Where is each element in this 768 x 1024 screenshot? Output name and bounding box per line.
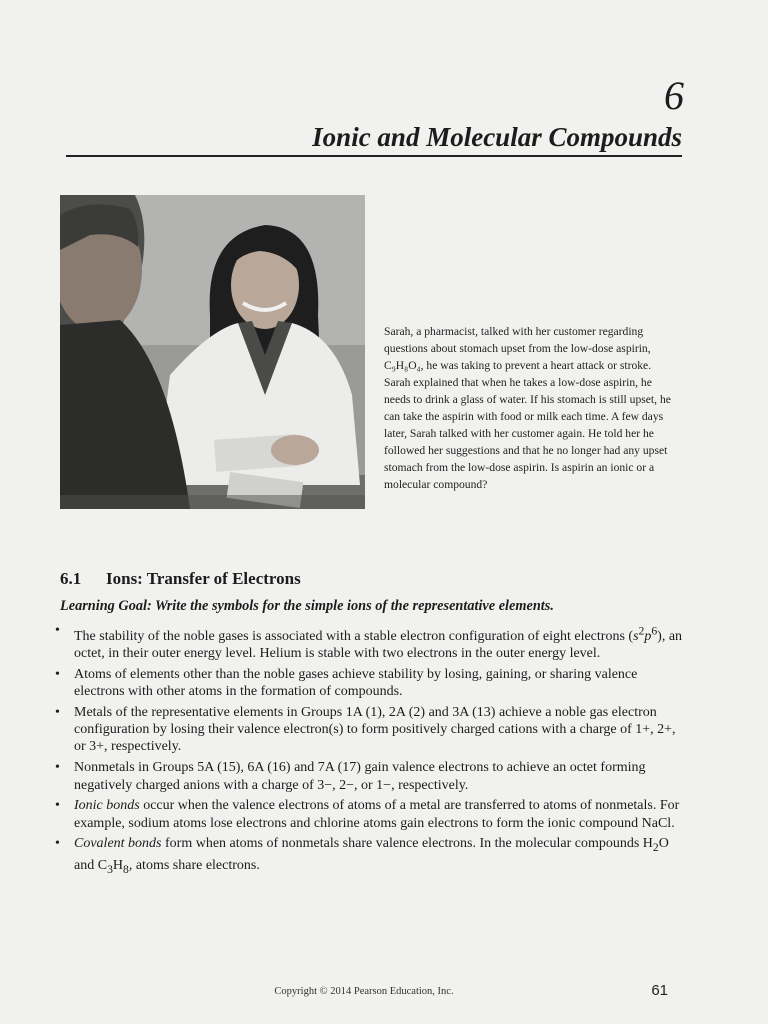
bullet-dot-icon: • — [55, 704, 60, 720]
bullet-dot-icon: • — [55, 666, 60, 682]
section-title: Ions: Transfer of Electrons — [106, 569, 301, 588]
section-number: 6.1 — [60, 569, 82, 588]
bullet-dot-icon: • — [55, 798, 60, 814]
learning-goal: Learning Goal: Write the symbols for the simple ions of the representative elements. — [60, 598, 554, 614]
bullet-item — [55, 835, 685, 877]
bullet-text: Ionic bonds occur when the valence electrons of atoms of a metal are transferred to atoms of nonmetals. For example, sodium atoms lose electrons and chlorine atoms gain electrons to form the ionic compound NaCl. — [74, 798, 680, 831]
section-heading — [60, 569, 301, 589]
chapter-number: 6 — [664, 73, 684, 118]
bullet-text: Atoms of elements other than the noble gases achieve stability by losing, gaining, or sharing valence electrons with other atoms in the formation of compounds. — [74, 666, 638, 700]
bullet-item — [55, 666, 685, 701]
bullet-dot-icon: • — [55, 836, 60, 852]
bullet-text: Covalent bonds form when atoms of nonmetals share valence electrons. In the molecular compounds $H_2O$ and $C_3H_8$, atoms share electrons. — [74, 836, 669, 876]
chapter-title: Ionic and Molecular Compounds — [312, 122, 682, 152]
bullet-list — [55, 622, 685, 881]
bullet-text: Metals of the representative elements in Groups 1A (1), 2A (2) and 3A (13) achieve a noble gas electron configuration by losing their valence electron(s) to form positively charged cations with a charge of 1+, 2+, or 3+, respectively. — [74, 704, 676, 755]
title-rule — [66, 155, 682, 157]
bullet-item — [55, 622, 685, 662]
bullet-dot-icon: • — [55, 760, 60, 776]
bullet-text: Nonmetals in Groups 5A (15), 6A (16) and 7A (17) gain valence electrons to achieve an octet forming negatively charged anions with a charge of 3−, 2−, or 1−, respectively. — [74, 760, 646, 793]
bullet-item — [55, 797, 685, 832]
intro-paragraph: Sarah, a pharmacist, talked with her customer regarding questions about stomach upset from the low-dose aspirin, C₉H₈O₄, he was taking to prevent a heart attack or stroke. Sarah explained that when he takes a low-dose aspirin, he needs to drink a glass of water. If his stomach is still upset, he can take the aspirin with food or milk each time. A few days later, Sarah talked with her customer again. He told her he followed her suggestions and that he no longer had any upset stomach from the low-dose aspirin. Is aspirin an ionic or a molecular compound? — [384, 325, 671, 491]
bullet-item — [55, 759, 685, 794]
bullet-dot-icon: • — [55, 623, 60, 638]
bullet-item — [55, 704, 685, 756]
bullet-text: The stability of the noble gases is associated with a stable electron configuration of eight electrons $(s^2p^6)$, an octet, in their outer energy level. Helium is stable with two electrons in the outer energy level. — [74, 624, 683, 661]
page-number: 61 — [651, 982, 668, 999]
pharmacist-photo — [60, 195, 365, 509]
copyright-notice: Copyright © 2014 Pearson Education, Inc. — [274, 986, 454, 997]
